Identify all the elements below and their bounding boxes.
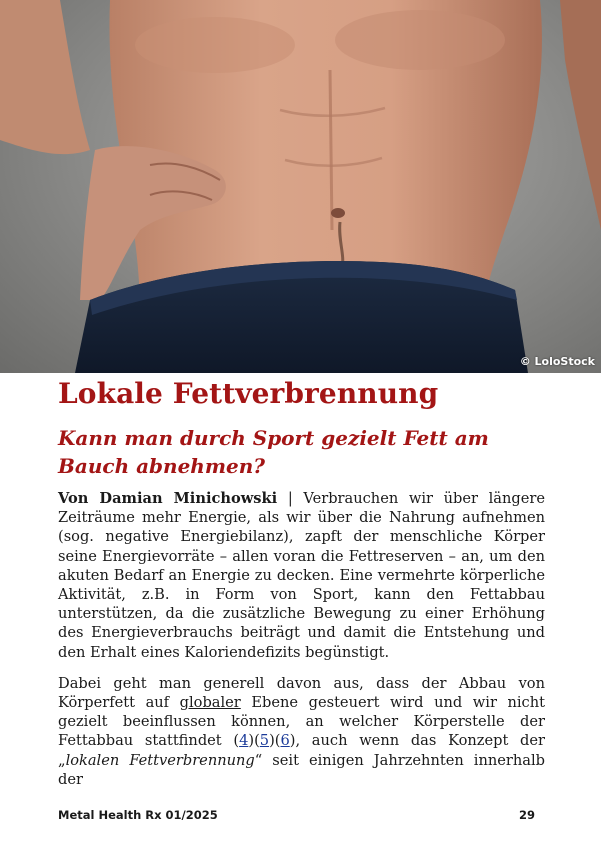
paragraph-2-text-d: “ seit einigen Jahrzehnten innerhalb der bbox=[58, 751, 545, 788]
reference-link-5[interactable]: 5 bbox=[259, 732, 270, 750]
paragraph-2-text-b: Ebene gesteuert wird und wir nicht gezielt beeinflussen können, an welcher Körperstelle der Fettabbau stattfindet ( bbox=[58, 694, 545, 750]
reference-link-6[interactable]: 6 bbox=[280, 732, 290, 750]
author-byline: Von Damian Minichowski bbox=[58, 490, 278, 507]
ref-separator-2: )( bbox=[269, 732, 281, 750]
paragraph-2 bbox=[58, 674, 545, 789]
italic-term: lokalen Fettverbrennung bbox=[65, 751, 255, 769]
image-credit: © LoloStock bbox=[519, 355, 595, 368]
paragraph-2-text-c: ), auch wenn das Konzept der „ bbox=[58, 732, 545, 769]
footer-page-number: 29 bbox=[519, 808, 536, 822]
ref-separator-1: )( bbox=[248, 732, 260, 750]
hero-image bbox=[0, 0, 601, 373]
underlined-term: globaler bbox=[179, 694, 241, 712]
byline-separator: | bbox=[277, 490, 304, 507]
article-body bbox=[58, 489, 545, 801]
article-subtitle: Kann man durch Sport gezielt Fett am Bauch abnehmen? bbox=[58, 426, 489, 478]
article-title: Lokale Fettverbrennung bbox=[58, 377, 439, 410]
paragraph-1-text: Verbrauchen wir über längere Zeiträume mehr Energie, als wir über die Nahrung aufnehmen (sog. negative Energiebilanz), zapft der menschliche Körper seine Energievorräte – allen voran die Fettreserven – an, um den akuten Bedarf an Energie zu decken. Eine vermehrte körperliche Aktivität, z.B. in Form von Sport, kann den Fettabbau unterstützen, da die zusätzliche Bewegung zu einer Erhöhung des Energieverbrauchs beiträgt und damit die Entstehung und den Erhalt eines Kaloriendefizits begünstigt. bbox=[58, 490, 545, 661]
paragraph-2-text-a: Dabei geht man generell davon aus, dass der Abbau von Körperfett auf bbox=[58, 674, 545, 712]
hero-illustration bbox=[0, 0, 601, 373]
paragraph-1 bbox=[58, 489, 545, 662]
reference-link-4[interactable]: 4 bbox=[239, 732, 249, 750]
footer-publication: Metal Health Rx 01/2025 bbox=[58, 808, 218, 822]
